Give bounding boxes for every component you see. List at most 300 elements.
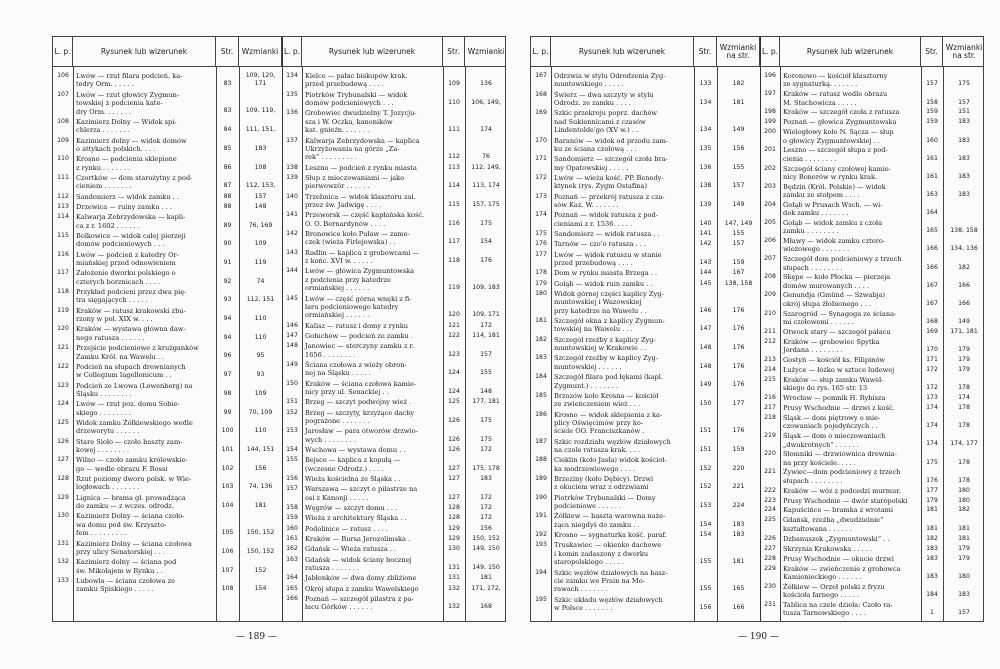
- entry-description: Jarosław — para otworów drzwio- wych . . . . . . . .: [305, 427, 418, 444]
- entry-mentions: 155: [732, 163, 745, 171]
- entry-mentions: 152: [254, 566, 267, 574]
- entry-description: Szkic układu węzłów działowych w Polsce . . . . . . .: [554, 595, 663, 612]
- entry-page: 83: [223, 80, 232, 88]
- entry-mentions: 183: [732, 520, 745, 528]
- entry-mentions: 109: [254, 240, 267, 248]
- entry-number: 132: [57, 558, 69, 566]
- entry-mentions: 138, 158: [724, 279, 753, 287]
- entry-mentions: 157: [480, 350, 492, 358]
- entry-description: Kalwarja Zebrzydowska — kapli- ca z r. 1602 . . . . . .: [76, 213, 186, 230]
- entry-mentions: 179: [958, 346, 970, 354]
- entry-page: 85: [223, 144, 232, 152]
- entry-number: 160: [286, 524, 298, 532]
- entry-page: 165: [926, 227, 938, 235]
- entry-description: Sandomierz — widok zamku . .: [76, 192, 179, 201]
- entry-page: 111: [448, 126, 460, 134]
- entry-description: Dzbanuszek „Zygmuntowski” . .: [783, 534, 890, 543]
- entry-number: 119: [57, 306, 69, 314]
- entry-page: 143: [699, 258, 712, 266]
- entry-page: 182: [926, 534, 938, 542]
- entry-mentions: 157: [254, 192, 267, 200]
- entry-number: 168: [535, 90, 547, 98]
- entry-mentions: 148: [480, 387, 492, 395]
- entry-description: Szczegół rzeźby w kaplicy Zyg- muntowskiej . . . . . .: [554, 354, 658, 371]
- table-header: [531, 37, 983, 67]
- table-row: [531, 376, 984, 393]
- entry-number: 212: [764, 337, 776, 345]
- entry-number: 144: [286, 267, 298, 275]
- entry-page: 154: [699, 520, 712, 528]
- entry-page: 148: [699, 362, 712, 370]
- entry-number: 172: [535, 173, 547, 181]
- table-row: [53, 545, 506, 553]
- entry-description: Brzeg — szczyt podwójny wież .: [305, 398, 412, 407]
- entry-mentions: 175: [958, 80, 970, 88]
- table-row: [53, 446, 506, 454]
- table-row: [53, 380, 506, 397]
- entry-number: 135: [286, 90, 298, 98]
- entry-description: Brzeg — szczyty, krzyżące dachy pograżone . . . . . . .: [305, 408, 415, 425]
- entry-description: Skępe — koło Płocka — pierzeja domów murowanych . . . .: [783, 273, 891, 290]
- table-row: [531, 335, 984, 355]
- entry-page: 94: [223, 315, 232, 323]
- entry-page: 90: [223, 240, 232, 248]
- entry-number: 209: [764, 291, 776, 299]
- table-row: [53, 427, 506, 444]
- entry-number: 128: [57, 475, 69, 482]
- entry-mentions: 182: [958, 263, 970, 271]
- table-row: [53, 164, 506, 172]
- entry-description: Szczegół filara pod łękami (kapl. Zygmunt.) . . . . . . .: [554, 373, 663, 390]
- entry-page: 144: [699, 269, 712, 277]
- header-page: Str.: [921, 37, 943, 66]
- entry-description: Leszno — szczegół słupa z pod- cienia . . . . . . . .: [783, 146, 888, 163]
- entry-page: 138: [699, 182, 712, 190]
- entry-mentions: 172: [480, 514, 492, 522]
- entry-page: 108: [221, 585, 234, 593]
- entry-description: Kazimierz Dolny — Widok spi- chlerza . . . . . . .: [76, 117, 177, 135]
- entry-mentions: 166: [958, 299, 970, 307]
- entry-page: 174: [926, 422, 938, 430]
- entry-description: Jabłonków — dwa domy zbliżione: [305, 574, 417, 583]
- entry-description: Gdańsk — Wieża ratusza . .: [305, 545, 397, 554]
- header-mentions: Wzmianki na str.: [945, 42, 983, 60]
- entry-page: 133: [699, 80, 712, 88]
- entry-page: 181: [926, 524, 938, 532]
- entry-mentions: 176: [732, 306, 745, 314]
- entry-page: 129: [448, 524, 460, 532]
- entry-description: Bolkowice — widok całej pierzeji domów podcieniowych . . .: [76, 231, 186, 249]
- entry-page: 100: [221, 427, 234, 435]
- entry-page: 97: [223, 371, 232, 379]
- table-row: [53, 475, 506, 483]
- table-row: [53, 574, 506, 582]
- entry-page: 129: [448, 534, 460, 542]
- entry-mentions: 178: [958, 458, 970, 466]
- entry-mentions: 156: [732, 144, 745, 152]
- table-row: [531, 468, 984, 485]
- table-row: [53, 72, 506, 89]
- table-row: [53, 409, 506, 426]
- entry-number: 110: [57, 155, 69, 163]
- entry-page: 170: [926, 346, 938, 354]
- entry-number: 222: [764, 486, 776, 494]
- entry-mentions: 156: [480, 524, 492, 532]
- entry-mentions: 176: [732, 344, 745, 352]
- entry-mentions: 224: [732, 502, 745, 510]
- entry-page: 134: [699, 126, 712, 134]
- entry-description: Łużyce — łóżko w sztuce ludowej: [783, 365, 895, 374]
- entry-mentions: 154: [480, 238, 492, 246]
- entry-page: 152: [699, 464, 712, 472]
- entry-description: Podcień ze Lwowa (Lowenberg) na Śląsku . . . . . . . .: [76, 381, 193, 398]
- entry-page: 104: [221, 502, 234, 510]
- entry-page: 161: [926, 154, 938, 162]
- table-row: [531, 450, 984, 467]
- entry-number: 127: [57, 456, 69, 464]
- entry-number: 206: [764, 237, 776, 245]
- entry-mentions: 183: [958, 118, 970, 126]
- table-row: [53, 230, 506, 247]
- table-row: [531, 310, 984, 327]
- entry-number: 198: [764, 108, 776, 116]
- entry-mentions: 149: [958, 318, 970, 325]
- entry-number: 230: [764, 582, 776, 590]
- entry-description: Otwock stary — szczegół pałacu: [783, 327, 891, 336]
- entry-number: 197: [764, 90, 776, 98]
- entry-number: 113: [57, 202, 69, 210]
- entry-description: Kazimierz dolny — widok domów o attykach polskich. . . .: [76, 136, 187, 153]
- entry-page: 132: [448, 603, 460, 611]
- entry-description: Śląsk — dom o mieczowaniach „dwukrotnych” . . . . . .: [783, 432, 886, 449]
- entry-description: Kraków — szczegół czoła z ratusza: [783, 108, 900, 117]
- entry-description: Kraków — Bursa Jerozolimska .: [305, 534, 411, 543]
- entry-number: 146: [286, 321, 298, 329]
- entry-description: Czortków — dom starożytny z pod- cieniem . . . . . . .: [76, 173, 193, 191]
- entry-mentions: 159: [732, 258, 745, 266]
- entry-page: 149: [699, 381, 712, 389]
- entry-page: 184: [926, 591, 938, 599]
- entry-number: 227: [764, 544, 776, 552]
- entry-number: 201: [764, 146, 776, 154]
- entry-number: 120: [57, 325, 69, 333]
- entry-mentions: 220: [732, 464, 745, 472]
- entry-mentions: 175: [480, 416, 492, 424]
- entry-page: 179: [926, 496, 938, 504]
- entry-description: Ściana czołowa z wieży obron- nej na Śląsku . . . . .: [305, 360, 407, 378]
- entry-page: 166: [926, 245, 938, 253]
- entry-description: Lwów — część górna wnęki z fi- laru podcieniowego katedry ormiańskiej . . . . . .: [305, 294, 412, 320]
- table-row: [53, 585, 506, 593]
- entry-description: Szarogród — Synagoga ze ściana- mi czołowemi . . . . . .: [783, 309, 897, 327]
- entry-mentions: 181: [732, 558, 745, 566]
- entry-description: Kazimierz Dolny — ściana czoło- wa domu pod św. Krzyszto- fem . . . . . . . . .: [76, 512, 185, 538]
- entry-page: 163: [926, 191, 938, 199]
- header-mentions: Wzmianki na str.: [717, 37, 760, 66]
- entry-mentions: 167: [732, 269, 745, 277]
- entry-number: 137: [286, 136, 298, 144]
- entry-page: 174: [926, 440, 938, 448]
- entry-mentions: 119: [254, 258, 267, 266]
- entry-description: Świerz — dwa szczyty w stylu Odrodz. ze zamku . . . .: [554, 90, 654, 108]
- entry-page: 1: [930, 609, 934, 617]
- entry-number: 125: [57, 418, 69, 426]
- entry-mentions: 110: [254, 427, 267, 435]
- entry-description: Podolinice — ratusz . . . .: [305, 524, 388, 533]
- entry-page: 171: [926, 355, 938, 363]
- entry-number: 133: [57, 576, 69, 584]
- entry-mentions: 149, 150: [472, 563, 500, 571]
- entry-number: 229: [764, 564, 776, 572]
- entry-page: 96: [223, 352, 232, 360]
- entry-number: 215: [764, 375, 776, 383]
- entry-mentions: 174: [958, 393, 970, 401]
- entry-page: 91: [223, 258, 232, 266]
- entry-number: 195: [535, 595, 547, 603]
- entry-description: Kraków — ratusz wedle obrazu M. Stachowicza . . . . .: [783, 90, 888, 107]
- table-row: [531, 219, 984, 236]
- table-row: [53, 211, 506, 228]
- entry-page: 169: [926, 327, 938, 335]
- entry-page: 125: [448, 398, 460, 406]
- entry-page: 155: [699, 585, 712, 593]
- entry-mentions: 109, 120, 171: [245, 72, 276, 88]
- entry-mentions: 157: [732, 182, 745, 190]
- entry-number: 213: [764, 355, 776, 363]
- entry-description: Przejście podcieniowe z krużganków Zamku Król. na Wawelu . .: [76, 344, 199, 361]
- table-row: [53, 398, 506, 406]
- entry-page: 154: [699, 531, 712, 539]
- entry-number: 150: [286, 379, 298, 387]
- entry-page: 122: [448, 331, 460, 339]
- entry-mentions: 166: [958, 281, 970, 289]
- entry-number: 196: [764, 72, 776, 79]
- entry-number: 207: [764, 255, 776, 263]
- entry-number: 112: [57, 192, 69, 200]
- entry-page: 140: [699, 219, 712, 227]
- entry-page: 131: [448, 574, 460, 582]
- entry-number: 136: [286, 109, 298, 117]
- entry-number: 156: [286, 475, 298, 482]
- entry-description: Kraków — wystawa główna daw- nego ratusza . . . . . .: [76, 325, 186, 342]
- entry-page: 161: [926, 172, 938, 180]
- entry-mentions: 183: [254, 144, 267, 152]
- entry-description: Odrzwia w stylu Odrodzenia Zyg- muntowskiego . . . . .: [554, 72, 666, 89]
- table-row: [53, 595, 506, 612]
- entry-mentions: 181: [254, 502, 267, 510]
- entry-description: Kalisz — ratusz i domy z rynku: [305, 321, 409, 330]
- table-row: [53, 322, 506, 330]
- table-row: [53, 342, 506, 359]
- entry-description: Piotrków Trybunalski — widok domów podcieniowych . . .: [305, 90, 408, 108]
- entry-description: Kraków — wóz z podcedzi murmur.: [783, 486, 901, 495]
- entry-number: 148: [286, 342, 298, 350]
- entry-number: 166: [286, 594, 298, 602]
- entry-number: 205: [764, 218, 776, 226]
- entry-description: Gołąb — widok ruin zamku . .: [554, 279, 653, 288]
- entry-description: Skrzynia Krakowska . . . . .: [783, 544, 873, 553]
- entry-description: Kraków — słup zamku Wawel- skiego do rys. 165 str. 13: [783, 375, 884, 393]
- entry-page: 93: [223, 296, 232, 304]
- entry-number: 122: [57, 362, 69, 370]
- table-row: [531, 535, 984, 543]
- entry-description: Mławy — widok zamku cztero- wieżowego . . . . . . .: [783, 237, 886, 254]
- entry-mentions: 157: [958, 609, 970, 617]
- entry-description: Wschowa — wystawa domu . .: [305, 446, 406, 454]
- entry-description: Leszno — podcień z rynku miasta: [305, 163, 417, 172]
- entry-description: Szkic rozdziału węzłów działowych na czole ratusza krak. . . .: [554, 437, 671, 454]
- entry-description: Poznań — szczegół pilastra z pa- łacu Górków . . . . . .: [305, 594, 414, 612]
- entry-mentions: 95: [256, 352, 265, 360]
- entry-page: 132: [448, 584, 460, 592]
- entry-number: 174: [535, 211, 547, 219]
- entry-number: 161: [286, 534, 298, 542]
- entry-number: 138: [286, 163, 298, 171]
- entry-description: Prusy Wschodnie — okucie drzwi: [783, 554, 894, 563]
- entry-page: 172: [926, 384, 938, 392]
- entry-mentions: 183: [958, 591, 970, 599]
- entry-page: 115: [448, 200, 460, 208]
- entry-description: Przykład podcieni przez dwa pię- tra sięgających . . . . .: [76, 288, 187, 305]
- entry-description: Kazimierz Dolny — ściana czołowa przy ulicy Senatorskiej . . .: [76, 539, 192, 556]
- entry-page: 164: [926, 209, 938, 217]
- entry-page: 124: [448, 387, 460, 395]
- table-row: [531, 356, 984, 364]
- entry-page: 117: [448, 238, 460, 246]
- entry-page: 113: [448, 163, 460, 171]
- table-row: [531, 291, 984, 308]
- entry-number: 231: [764, 600, 776, 608]
- entry-description: Śląsk — dom piętrowy o mie- czowaniach pojedyńczych . .: [783, 413, 881, 431]
- entry-number: 162: [286, 545, 298, 553]
- table-row: [53, 295, 506, 320]
- entry-page: 136: [699, 163, 712, 171]
- entry-mentions: 138, 158: [950, 227, 978, 235]
- entry-mentions: 149: [732, 126, 745, 134]
- entry-number: 224: [764, 506, 776, 514]
- entry-number: 177: [535, 250, 547, 258]
- entry-mentions: 183: [958, 191, 970, 199]
- entry-description: Wieża z architektury Śląska . .: [305, 514, 407, 523]
- table-row: [53, 193, 506, 210]
- entry-number: 149: [286, 360, 298, 368]
- entry-page: 155: [699, 558, 712, 566]
- entry-page: 128: [448, 504, 460, 511]
- entry-mentions: 93: [256, 371, 265, 379]
- entry-mentions: 183: [732, 531, 745, 539]
- entry-number: 139: [286, 173, 298, 181]
- entry-number: 181: [535, 317, 547, 324]
- entry-page: 127: [448, 475, 460, 482]
- entry-number: 131: [57, 539, 69, 547]
- entry-mentions: 147, 149: [724, 219, 753, 227]
- entry-page: 167: [926, 281, 938, 289]
- entry-description: Piotrków Trybunalski — Domy podcieniowe . . . . . .: [554, 493, 656, 511]
- entry-page: 159: [926, 118, 938, 126]
- entry-page: 142: [699, 240, 712, 248]
- table-row: [531, 487, 984, 495]
- entry-mentions: 179: [958, 554, 970, 562]
- entry-mentions: 172: [480, 321, 492, 329]
- entry-page: 121: [448, 321, 460, 329]
- entry-number: 192: [535, 531, 547, 539]
- entry-description: Prusy Wschodnie — dwór staropolski: [783, 496, 908, 505]
- entry-number: 116: [57, 250, 69, 258]
- header-page: Str.: [443, 37, 465, 66]
- entry-description: Okrój słupa z zamku Wawelskiego: [305, 584, 419, 593]
- entry-mentions: 155: [480, 369, 492, 377]
- entry-page: 109: [448, 80, 460, 88]
- entry-mentions: 108: [254, 163, 267, 171]
- entry-page: 131: [448, 563, 460, 571]
- entry-mentions: 180: [958, 486, 970, 494]
- entry-number: 188: [535, 456, 547, 464]
- entry-page: 126: [448, 446, 460, 453]
- entry-number: 210: [764, 309, 776, 317]
- header-lp: L. p.: [282, 37, 302, 66]
- entry-number: 151: [286, 398, 298, 406]
- table-row: [531, 583, 984, 600]
- entry-number: 157: [286, 485, 298, 493]
- table-row: [531, 366, 984, 374]
- entry-number: 126: [57, 437, 69, 445]
- entry-mentions: 178: [958, 384, 970, 392]
- entry-number: 109: [57, 136, 69, 144]
- entry-number: 165: [286, 584, 298, 592]
- entry-mentions: 144, 151: [246, 445, 275, 453]
- entry-page: 89: [223, 221, 232, 229]
- entry-description: Bejsce — kaplica z kopułą — (wczesne Odrodz.) . . . .: [305, 456, 401, 473]
- entry-description: Kraków — ratusz krakowski zbu- rzony w pol. XIX w. . . .: [76, 306, 186, 324]
- entry-description: Gdańsk, rzeźba „dwudzielnie” kształtowana . . . . . .: [783, 516, 884, 533]
- entry-description: Lwów — widok ratuszu w stanie przed przebudową . . . .: [554, 250, 662, 267]
- table-row: [53, 174, 506, 191]
- header-description: Rysunek lub wizerunek: [73, 37, 216, 66]
- entry-mentions: 166: [732, 603, 745, 611]
- entry-page: 152: [699, 483, 712, 491]
- entry-mentions: 74, 136: [248, 483, 273, 491]
- entry-number: 175: [535, 230, 547, 237]
- entry-page: 146: [699, 306, 712, 314]
- entry-number: 190: [535, 493, 547, 501]
- entry-page: 147: [699, 325, 712, 333]
- entry-page: 88: [223, 202, 232, 210]
- entry-number: 129: [57, 493, 69, 501]
- entry-description: Prusy Wschodnie — drzwi z kość.: [783, 403, 895, 412]
- table-row: [53, 514, 506, 522]
- entry-page: 98: [223, 389, 232, 397]
- entry-description: Lwów — główica Zygmuntowska z podcienia przy katedrze ormiańskiej . . . . . .: [305, 267, 415, 293]
- entry-description: Kazimierz dolny — ściana pod św. Mikołajem w Rynku . .: [76, 558, 177, 575]
- entry-description: Będzin (Król. Polskie) — widok zamku ze stołpem . . . .: [783, 182, 886, 200]
- entry-mentions: 181: [958, 524, 970, 532]
- entry-mentions: 109, 183: [472, 284, 500, 292]
- entry-description: Wieża kościelna ze Śląska . .: [305, 475, 401, 483]
- table-row: [53, 485, 506, 502]
- entry-number: 114: [57, 213, 69, 221]
- table-row: [531, 146, 984, 163]
- table-row: [53, 249, 506, 266]
- entry-mentions: 76: [482, 153, 490, 161]
- entry-number: 184: [535, 373, 547, 381]
- entry-number: 124: [57, 400, 69, 408]
- entry-page: 128: [448, 514, 460, 522]
- entry-mentions: 150, 152: [472, 534, 500, 542]
- entry-page: 92: [223, 277, 232, 285]
- entry-mentions: 176: [480, 257, 492, 265]
- entry-mentions: 149, 150: [472, 545, 500, 553]
- entry-description: Gostyń — kościół ks. Filipinów: [783, 355, 886, 364]
